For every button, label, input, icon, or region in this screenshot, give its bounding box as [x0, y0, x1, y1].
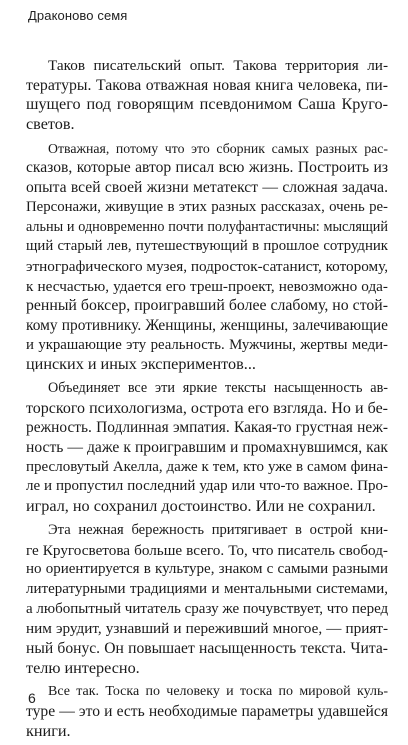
text-line: опыта всей своей жизни метатекст — сложная задача.	[26, 179, 388, 197]
body-text	[26, 56, 388, 745]
text-line: тературы. Такова отважная новая книга человека, пи-	[26, 76, 388, 94]
paragraph-1	[26, 56, 388, 135]
text-line: пресловутый Акелла, даже к тем, кто уже в самом фина-	[26, 458, 388, 475]
text-line: Эта нежная бережность притягивает в острой кни-	[48, 521, 388, 538]
text-line: литературными традициями и ментальными системами,	[26, 580, 388, 597]
text-line: Отважная, потому что это сборник самых разных рас-	[48, 140, 388, 156]
text-line: к несчастью, удается его треш-проект, невозможно ода-	[26, 277, 388, 295]
text-line: Таков писательский опыт. Такова территория ли-	[48, 57, 388, 74]
text-line: кому противнику. Женщины, женщины, залечивающие	[26, 316, 388, 334]
text-line: этнографического музея, подросток-сатанист, которому,	[26, 257, 388, 275]
text-line: режность. Подлинная эмпатия. Какая-то грустная неж-	[26, 419, 388, 437]
paragraph-5	[26, 682, 388, 741]
paragraph-3	[26, 379, 388, 517]
text-line: Все так. Тоска по человеку и тоска по мировой куль-	[48, 684, 388, 700]
paragraph-4	[26, 521, 388, 679]
text-line: ный бонус. Он повышает насыщенность текста. Чита-	[26, 639, 388, 657]
text-line: а любопытный читатель сразу же почувствует, что перед	[26, 600, 389, 617]
text-line: цинских и иных экспериментов...	[26, 355, 256, 374]
text-line: Объединяет все эти яркие тексты насыщенность ав-	[48, 380, 388, 396]
text-line: сказов, которые автор писал всю жизнь. Построить из	[26, 159, 388, 177]
text-line: туре — это и есть необходимые параметры удавшейся	[26, 703, 388, 720]
text-line: книги.	[26, 721, 71, 740]
text-line: ним эрудит, узнавший и переживший многое, — прият-	[26, 620, 388, 638]
text-line: телю интересно.	[26, 658, 140, 677]
running-head: Драконово семя	[28, 8, 128, 23]
text-line: альны и одновременно почти полуфантастичны: мыслящий	[26, 218, 388, 235]
text-line: ренный боксер, проигравший более слабому, но стой-	[26, 297, 388, 315]
text-line: ле и пропустил последний удар или что-то важное. Про-	[26, 478, 388, 495]
text-line: Персонажи, живущие в этих разных рассказах, очень ре-	[26, 198, 388, 215]
text-line: щий старый лев, путешествующий в прошлое сотрудник	[26, 238, 388, 255]
text-line: светов.	[26, 115, 75, 134]
text-line: играл, но сохранил достоинство. Или не сохранил.	[26, 497, 376, 516]
text-line: торского психологизма, острота его взгляда. Но и бе-	[26, 399, 388, 417]
text-line: ге Кругосветова больше всего. То, что писатель свобод-	[26, 541, 388, 559]
text-line: но ориентируется в культуре, знаком с самыми разными	[26, 561, 388, 578]
text-line: и украшающие эту реальность. Мужчины, жертвы меди-	[26, 336, 388, 353]
text-line: ность — даже к проигравшим и промахнувшимся, как	[26, 439, 388, 457]
paragraph-2	[26, 139, 388, 375]
text-line: шущего под говорящим псевдонимом Саша Круго-	[26, 95, 388, 114]
page-number: 6	[28, 690, 36, 706]
